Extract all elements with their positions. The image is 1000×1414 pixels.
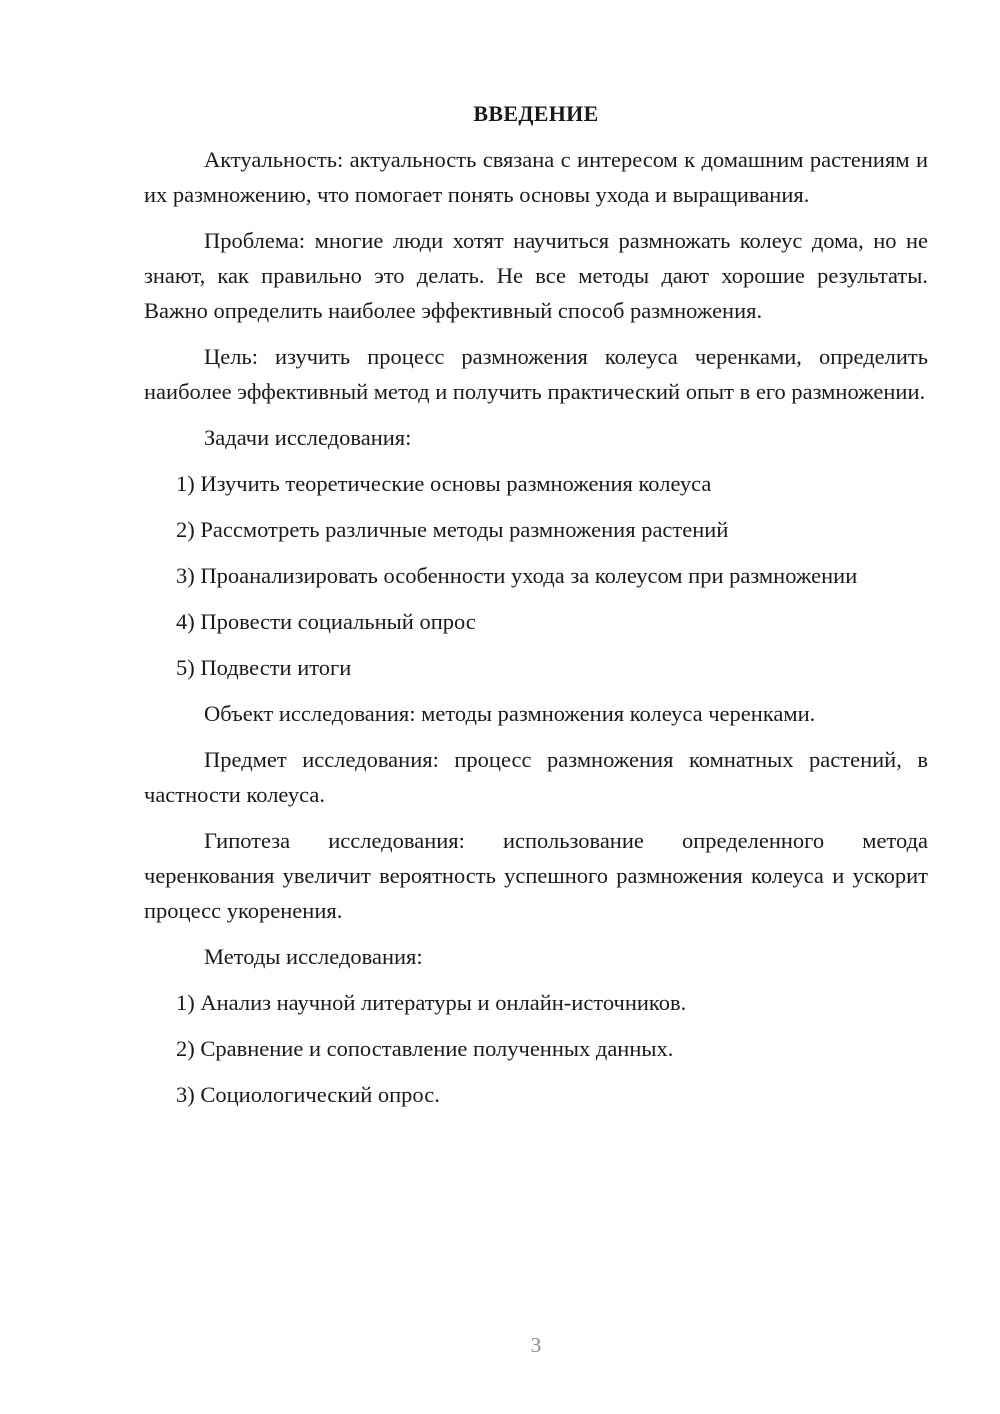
tasks-heading: Задачи исследования: [204, 425, 412, 450]
page-content [144, 96, 928, 1123]
task-item-4: 4) Провести социальный опрос [176, 609, 476, 634]
problem-paragraph: Проблема: многие люди хотят научиться размножать колеус дома, но не знают, как правильно это делать. Не все методы дают хорошие результаты. Важно определить наиболее эффективный способ размножения. [144, 228, 928, 323]
hypothesis-paragraph: Гипотеза исследования: использование определенного метода черенкования увеличит вероятность успешного размножения колеуса и ускорит процесс укоренения. [144, 828, 928, 923]
section-title: ВВЕДЕНИЕ [473, 101, 599, 126]
methods-heading: Методы исследования: [204, 944, 423, 969]
subject-paragraph: Предмет исследования: процесс размножения комнатных растений, в частности колеуса. [144, 747, 928, 807]
method-item-2: 2) Сравнение и сопоставление полученных данных. [176, 1036, 674, 1061]
task-item-3: 3) Проанализировать особенности ухода за колеусом при размножении [176, 563, 858, 588]
task-item-2: 2) Рассмотреть различные методы размножения растений [176, 517, 729, 542]
object-paragraph: Объект исследования: методы размножения колеуса черенками. [204, 701, 816, 726]
goal-paragraph: Цель: изучить процесс размножения колеуса черенками, определить наиболее эффективный метод и получить практический опыт в его размножении. [144, 344, 928, 404]
task-item-5: 5) Подвести итоги [176, 655, 352, 680]
page-number: 3 [530, 1333, 542, 1357]
method-item-1: 1) Анализ научной литературы и онлайн-источников. [176, 990, 687, 1015]
method-item-3: 3) Социологический опрос. [176, 1082, 440, 1107]
relevance-paragraph: Актуальность: актуальность связана с интересом к домашним растениям и их размножению, что помогает понять основы ухода и выращивания. [144, 147, 928, 207]
task-item-1: 1) Изучить теоретические основы размножения колеуса [176, 471, 712, 496]
